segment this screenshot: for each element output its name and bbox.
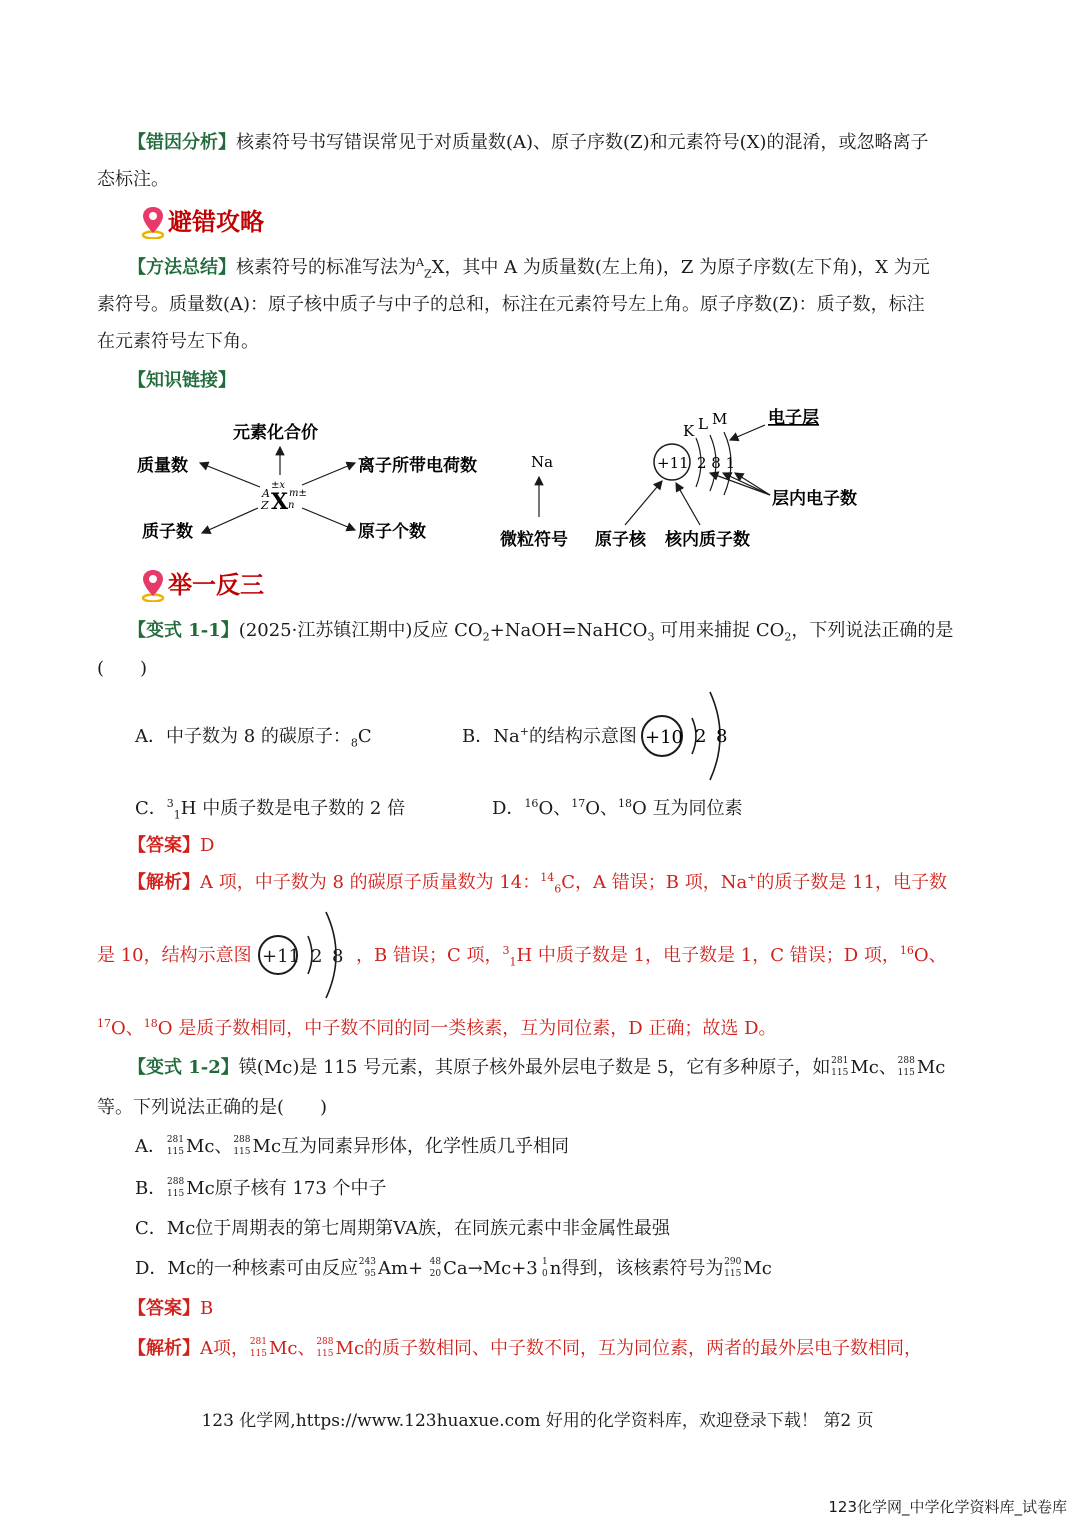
- nuc-exp-115: 115: [249, 1349, 267, 1359]
- symbol-a: A: [262, 487, 270, 500]
- q1-stem: [128, 620, 953, 642]
- q2-exp-b: Mc的质子数相同、中子数不同，互为同位素，两者的最外层电子数相同，: [335, 1338, 923, 1359]
- na-ion-nucleus: +10: [645, 727, 683, 748]
- na-atom-nucleus: +11: [262, 946, 300, 967]
- nuclide-290: [723, 1258, 743, 1280]
- q2-neutron: n得到，该核素符号为: [549, 1258, 724, 1279]
- symbol-x: X: [271, 489, 289, 515]
- nuc-exp-115b: 115: [316, 1349, 334, 1359]
- q1-opt-b-text2: 的结构示意图: [528, 726, 637, 747]
- q1-option-c: [135, 798, 405, 820]
- error-analysis-tag: 【错因分析】: [128, 132, 236, 153]
- error-analysis-line-1: [128, 132, 928, 154]
- q2-opt-a-label: A．: [135, 1136, 166, 1157]
- label-atom-count: 原子个数: [358, 522, 426, 542]
- q1-opt-a-sub: 8: [350, 736, 358, 750]
- q1-exp2-b: ，B 错误；C 项，: [356, 945, 503, 966]
- q1-exp-tag: 【解析】: [128, 872, 200, 893]
- knowledge-link-tag: 【知识链接】: [128, 370, 236, 391]
- method-x: X: [431, 257, 445, 278]
- q2-mc-2: Mc: [916, 1057, 946, 1078]
- q1-stem-a: (2025·江苏镇江期中)反应 CO: [238, 620, 483, 641]
- label-proton-number: 质子数: [142, 522, 193, 542]
- q1-exp3-a: O、: [111, 1018, 144, 1039]
- q2-ca: Ca→Mc+3: [443, 1258, 538, 1279]
- q2-answer-tag: 【答案】: [128, 1298, 200, 1319]
- nuclide-288: [897, 1057, 917, 1079]
- q1-exp3-sup1: 17: [97, 1017, 111, 1030]
- q1-answer: [128, 835, 214, 857]
- section-title-practice: 举一反三: [168, 570, 264, 599]
- na-ion-e2: 8: [716, 726, 728, 747]
- q1-sub-2a: 2: [482, 630, 490, 644]
- q1-option-a: [135, 726, 372, 748]
- nuc-a-288: 288: [233, 1135, 251, 1145]
- nuc-281-z: 115: [831, 1068, 849, 1078]
- q2-option-d: [135, 1258, 772, 1280]
- q2-option-b: [135, 1178, 387, 1200]
- nuclide-288-a: [233, 1136, 253, 1158]
- q1-answer-tag: 【答案】: [128, 835, 200, 856]
- nuc-0: 0: [542, 1269, 548, 1279]
- nuc-290: 290: [724, 1257, 742, 1267]
- q2-opt-a-sep: 、: [214, 1136, 233, 1157]
- q2-opt-d-text: D．Mc的一种核素可由反应: [135, 1258, 358, 1279]
- q1-exp2-d: O、: [913, 945, 947, 966]
- q1-opt-d-17: 17: [571, 797, 586, 810]
- na-atom-structure-diagram: [256, 910, 356, 1002]
- q2-answer-value: B: [200, 1298, 214, 1319]
- nuc-288-z: 115: [897, 1068, 915, 1078]
- error-analysis-line-2: 态标注。: [97, 169, 169, 190]
- q1-explanation-line-1: [128, 872, 947, 894]
- q1-exp3-b: O 是质子数相同，中子数不同的同一类核素，互为同位素，D 正确；故选 D。: [157, 1018, 777, 1039]
- q1-exp1-c: 的质子数是 11，电子数: [756, 872, 948, 893]
- na-atom-e1: 2: [311, 946, 323, 967]
- nuc-b-288: 288: [167, 1177, 185, 1187]
- q2-opt-d-mc: Mc: [743, 1258, 772, 1279]
- q2-mc-1: Mc: [850, 1057, 879, 1078]
- q1-opt-c-sub: 1: [173, 808, 181, 822]
- nuc-b-115: 115: [167, 1189, 185, 1199]
- q2-sep-1: 、: [878, 1057, 897, 1078]
- q2-stem-a: 镆(Mc)是 115 号元素，其原子核外最外层电子数是 5，它有多种原子，如: [238, 1057, 831, 1078]
- method-line-3: 在元素符号左下角。: [97, 331, 259, 352]
- q1-option-b: [462, 726, 637, 748]
- method-tag: 【方法总结】: [128, 257, 236, 278]
- label-electrons-in-shell: 层内电子数: [772, 489, 857, 509]
- na-ion-e1: 2: [695, 726, 707, 747]
- q1-exp2-c: H 中质子数是 1，电子数是 1，C 错误；D 项，: [516, 945, 900, 966]
- method-text-b: ，其中 A 为质量数(左上角)，Z 为原子序数(左下角)，X 为元: [444, 257, 930, 278]
- nuclide-281-exp: [249, 1338, 269, 1360]
- label-shell-electrons: 2 8 1: [697, 454, 736, 472]
- q1-exp1-sup: 14: [540, 871, 555, 884]
- nuc-48: 48: [429, 1257, 442, 1267]
- nuclide-288-b: [166, 1178, 186, 1200]
- q1-opt-d-16: 16: [524, 797, 539, 810]
- q1-explanation-line-2a: 是 10，结构示意图: [97, 945, 252, 966]
- q1-opt-d-18: 18: [617, 797, 632, 810]
- q1-stem-c: 可用来捕捉 CO: [654, 620, 785, 641]
- q1-answer-value: D: [200, 835, 215, 856]
- nuclide-neutron: [538, 1258, 550, 1280]
- label-na: Na: [531, 453, 554, 471]
- na-atom-e2: 8: [332, 946, 344, 967]
- q2-am: Am+: [377, 1258, 424, 1279]
- nuc-a-281: 281: [166, 1135, 184, 1145]
- q1-exp1-sub: 6: [554, 882, 562, 896]
- nuclide-243: [358, 1258, 378, 1280]
- label-electron-shell: 电子层: [768, 408, 819, 428]
- q2-opt-b-label: B．: [135, 1178, 167, 1199]
- nuc-95: 95: [364, 1269, 376, 1279]
- label-mass-number: 质量数: [137, 456, 188, 476]
- nuc-exp-288: 288: [316, 1337, 334, 1347]
- nuc-a-115b: 115: [233, 1147, 251, 1157]
- q1-exp3-sup2: 18: [143, 1017, 158, 1030]
- q1-opt-d-o2: O、: [585, 798, 618, 819]
- error-analysis-text: 核素符号书写错误常见于对质量数(A)、原子序数(Z)和元素符号(X)的混淆，或忽略离子: [236, 132, 929, 153]
- symbol-z: Z: [261, 499, 269, 512]
- label-protons-in-nucleus: 核内质子数: [665, 530, 750, 550]
- q1-opt-c-sup: 3: [166, 797, 174, 810]
- q1-explanation-line-3: [97, 1018, 777, 1040]
- q2-option-a: [135, 1136, 569, 1158]
- label-valence: 元素化合价: [233, 423, 318, 443]
- watermark-text: 123化学网_中学化学资料库_试卷库: [828, 1498, 1067, 1516]
- q2-exp-tag: 【解析】: [128, 1338, 200, 1359]
- q2-answer: [128, 1298, 213, 1320]
- q2-opt-a-mc: Mc: [186, 1136, 215, 1157]
- q1-exp1-sup2: +: [747, 871, 757, 884]
- q2-explanation: [128, 1338, 922, 1360]
- symbol-m-pm: m±: [289, 488, 307, 499]
- q2-exp-sep: 、: [297, 1338, 316, 1359]
- q1-tag: 【变式 1-1】: [128, 620, 239, 641]
- q1-sub-2b: 2: [784, 630, 792, 644]
- q1-opt-d-o3: O 互为同位素: [631, 798, 743, 819]
- nuc-243: 243: [358, 1257, 376, 1267]
- q1-opt-d-text: D．: [492, 798, 525, 819]
- label-k: K: [683, 422, 695, 440]
- method-line-2: 素符号。质量数(A)：原子核中质子与中子的总和，标注在元素符号左上角。原子序数(Z)：质子数，标注: [97, 294, 925, 315]
- section-title-avoid-errors: 避错攻略: [168, 207, 264, 236]
- symbol-n: n: [288, 500, 295, 511]
- q1-explanation-line-2b: [356, 945, 947, 967]
- q1-opt-a-text: A．中子数为 8 的碳原子：: [135, 726, 351, 747]
- nuc-1: 1: [542, 1257, 548, 1267]
- nuc-290-z: 115: [724, 1269, 742, 1279]
- q1-exp1-b: C，A 错误；B 项，Na: [561, 872, 748, 893]
- nuc-exp-281: 281: [249, 1337, 267, 1347]
- q1-opt-b-text: B．Na: [462, 726, 520, 747]
- q1-opt-d-o1: O、: [538, 798, 572, 819]
- q1-opt-a-c: C: [357, 726, 372, 747]
- q2-option-c: C．Mc位于周期表的第七周期第VA族，在同族元素中非金属性最强: [135, 1218, 671, 1239]
- nuc-288-mass: 288: [897, 1056, 915, 1066]
- nuclide-48: [423, 1258, 443, 1280]
- na-ion-structure-diagram: [638, 688, 738, 784]
- page-footer: 123 化学网,https://www.123huaxue.com 好用的化学资料库，欢迎登录下载！ 第2 页: [201, 1411, 874, 1431]
- q2-opt-a-text: Mc互为同素异形体，化学性质几乎相同: [252, 1136, 570, 1157]
- q1-exp2-sup2: 16: [899, 944, 914, 957]
- method-sub-z: Z: [423, 267, 432, 281]
- label-m: M: [712, 410, 728, 428]
- nuc-20: 20: [429, 1269, 442, 1279]
- label-l: L: [698, 415, 708, 433]
- q1-opt-c-text: C．: [135, 798, 167, 819]
- q2-stem: [128, 1057, 945, 1079]
- q2-opt-b-text: Mc原子核有 173 个中子: [186, 1178, 387, 1199]
- label-nucleus: 原子核: [595, 530, 646, 550]
- location-pin-icon: [140, 205, 166, 239]
- q1-opt-b-sup: +: [519, 725, 529, 738]
- method-line-1: [128, 257, 930, 279]
- method-sup-a: A: [416, 256, 424, 269]
- nuclide-symbol-diagram: [130, 405, 890, 555]
- label-nucleus-charge: +11: [657, 454, 689, 472]
- q1-exp2-sub: 1: [509, 955, 517, 969]
- q1-paren: ( ): [97, 658, 148, 679]
- q1-stem-d: ，下列说法正确的是: [791, 620, 954, 641]
- q2-tag: 【变式 1-2】: [128, 1057, 239, 1078]
- q2-stem-2: 等。下列说法正确的是( ): [97, 1097, 328, 1118]
- q1-sub-3: 3: [647, 630, 655, 644]
- label-ion-charge: 离子所带电荷数: [358, 456, 477, 476]
- q2-exp-a: A项，: [200, 1338, 249, 1359]
- nuclide-288-exp: [316, 1338, 336, 1360]
- label-particle-symbol: 微粒符号: [500, 530, 568, 550]
- nuclide-281: [830, 1057, 850, 1079]
- q1-exp1-a: A 项，中子数为 8 的碳原子质量数为 14：: [200, 872, 541, 893]
- method-text-a: 核素符号的标准写法为: [236, 257, 416, 278]
- q1-option-d: [492, 798, 742, 820]
- nuclide-281-a: [166, 1136, 186, 1158]
- symbol-pm-x: ±x: [271, 480, 286, 491]
- nuc-a-115: 115: [166, 1147, 184, 1157]
- q1-stem-b: +NaOH=NaHCO: [489, 620, 648, 641]
- q1-exp2-sup: 3: [502, 944, 510, 957]
- location-pin-icon-2: [140, 568, 166, 602]
- q1-opt-c-text2: H 中质子数是电子数的 2 倍: [180, 798, 406, 819]
- nuc-281-mass: 281: [831, 1056, 849, 1066]
- q2-exp-mc1: Mc: [269, 1338, 298, 1359]
